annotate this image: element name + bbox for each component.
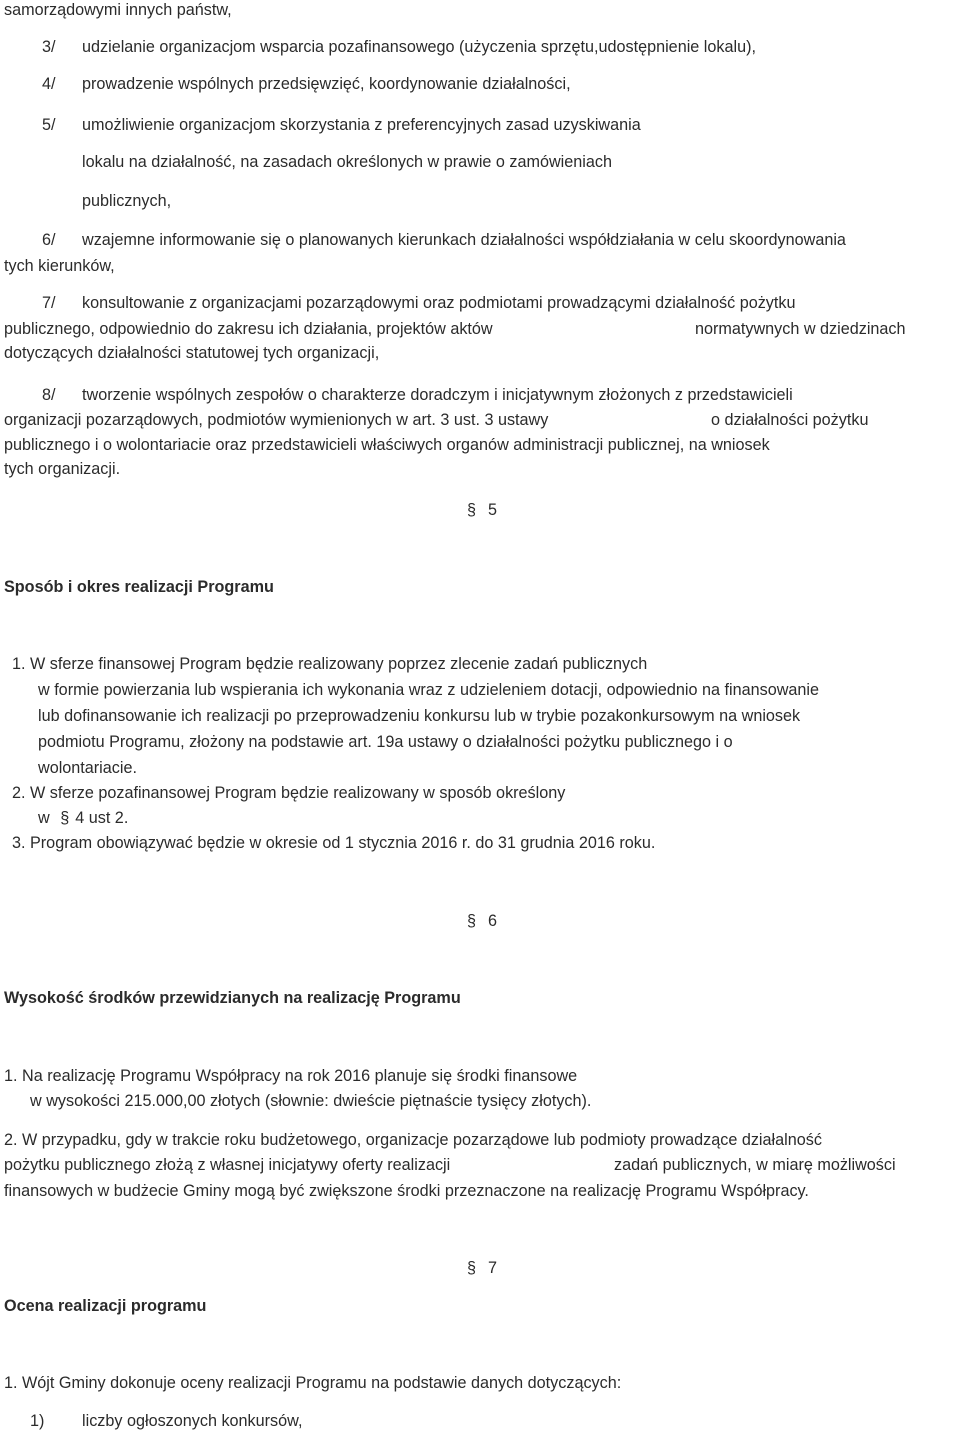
list-item-number: 6/ (42, 231, 56, 249)
list-item-text: liczby ogłoszonych konkursów, (82, 1412, 303, 1430)
paragraph-line: lub dofinansowanie ich realizacji po przeprowadzeniu konkursu lub w trybie pozakonkursowym na wniosek (38, 707, 801, 725)
list-item-text: publicznego i o wolontariacie oraz przedstawicieli właściwych organów administracji publicznej, na wniosek (4, 436, 770, 454)
paragraph-line: w wysokości 215.000,00 złotych (słownie: dwieście piętnaście tysięcy złotych). (30, 1092, 592, 1110)
section-heading: Sposób i okres realizacji Programu (4, 578, 274, 596)
paragraph-line (38, 808, 128, 828)
paragraph-line: zadań publicznych, w miarę możliwości (614, 1156, 896, 1174)
paragraph-line: 1. Na realizację Programu Współpracy na rok 2016 planuje się środki finansowe (4, 1067, 578, 1085)
list-item-text: organizacji pozarządowych, podmiotów wymienionych w art. 3 ust. 3 ustawy (4, 411, 549, 429)
list-item-number: 3/ (42, 38, 56, 56)
list-item-text: tworzenie wspólnych zespołów o charakterze doradczym i inicjatywnym złożonych z przedstawicieli (82, 386, 793, 404)
section-symbol: § (60, 809, 70, 827)
section-number (467, 500, 497, 520)
list-item-text: lokalu na działalność, na zasadach określonych w prawie o zamówieniach (82, 153, 612, 171)
section-heading: Wysokość środków przewidzianych na realizację Programu (4, 989, 461, 1007)
paragraph-line: 2. W sferze pozafinansowej Program będzie realizowany w sposób określony (12, 784, 566, 802)
list-item-text: umożliwienie organizacjom skorzystania z preferencyjnych zasad uzyskiwania (82, 116, 641, 134)
list-item-text: udzielanie organizacjom wsparcia pozafinansowego (użyczenia sprzętu,udostępnienie lokalu), (82, 38, 756, 56)
section-symbol: § (467, 1259, 477, 1277)
list-item-text: normatywnych w dziedzinach (695, 320, 906, 338)
list-item-text: o działalności pożytku (711, 411, 869, 429)
paragraph-line: 1. Wójt Gminy dokonuje oceny realizacji Programu na podstawie danych dotyczących: (4, 1374, 622, 1392)
list-item-text: publicznego, odpowiednio do zakresu ich działania, projektów aktów (4, 320, 493, 338)
list-item-text: dotyczących działalności statutowej tych organizacji, (4, 344, 380, 362)
text-fragment: w (38, 809, 50, 827)
paragraph-line: pożytku publicznego złożą z własnej inicjatywy oferty realizacji (4, 1156, 451, 1174)
text-fragment: 4 ust 2. (75, 809, 129, 827)
section-symbol: § (467, 912, 477, 930)
paragraph-line: podmiotu Programu, złożony na podstawie art. 19a ustawy o działalności pożytku publicznego i o (38, 733, 733, 751)
text-line: samorządowymi innych państw, (4, 1, 232, 19)
list-item-number: 7/ (42, 294, 56, 312)
list-item-text: tych organizacji. (4, 460, 121, 478)
section-number-value: 7 (488, 1259, 498, 1277)
section-number-value: 5 (488, 501, 498, 519)
list-item-text: tych kierunków, (4, 257, 115, 275)
list-item-text: konsultowanie z organizacjami pozarządowymi oraz podmiotami prowadzącymi działalność pożytku (82, 294, 796, 312)
section-heading: Ocena realizacji programu (4, 1297, 207, 1315)
paragraph-line: finansowych w budżecie Gminy mogą być zwiększone środki przeznaczone na realizację Programu Współpracy. (4, 1182, 809, 1200)
paragraph-line: wolontariacie. (38, 759, 137, 777)
list-item-text: prowadzenie wspólnych przedsięwzięć, koordynowanie działalności, (82, 75, 571, 93)
list-item-number: 5/ (42, 116, 56, 134)
paragraph-line: 3. Program obowiązywać będzie w okresie od 1 stycznia 2016 r. do 31 grudnia 2016 roku. (12, 834, 656, 852)
paragraph-line: 2. W przypadku, gdy w trakcie roku budżetowego, organizacje pozarządowe lub podmioty prowadzące działalność (4, 1131, 822, 1149)
list-item-text: wzajemne informowanie się o planowanych kierunkach działalności współdziałania w celu skoordynowania (82, 231, 846, 249)
list-item-text: publicznych, (82, 192, 172, 210)
list-item-number: 4/ (42, 75, 56, 93)
section-number (467, 1258, 497, 1278)
list-item-number: 8/ (42, 386, 56, 404)
section-number (467, 911, 497, 931)
list-item-number: 1) (30, 1412, 45, 1430)
section-number-value: 6 (488, 912, 498, 930)
paragraph-line: 1. W sferze finansowej Program będzie realizowany poprzez zlecenie zadań publicznych (12, 655, 648, 673)
paragraph-line: w formie powierzania lub wspierania ich wykonania wraz z udzieleniem dotacji, odpowiednio na finansowanie (38, 681, 820, 699)
section-symbol: § (467, 501, 477, 519)
